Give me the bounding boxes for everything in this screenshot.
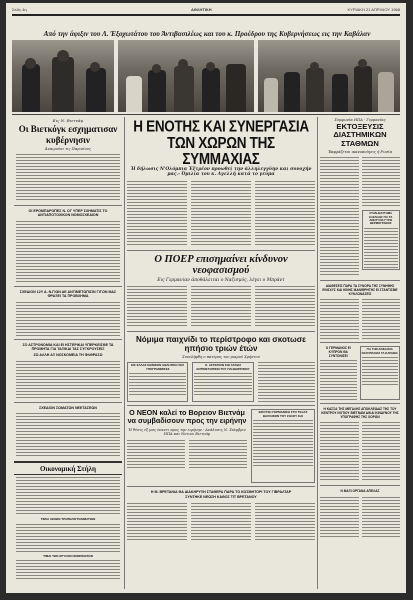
page-number: Σελίς 4η bbox=[12, 7, 27, 12]
masthead-rule bbox=[12, 14, 400, 16]
left-headline-2: ΟΙ ΕΡΟΜΠΑΡΟΠΕΣ Ν. ΟΓ ΥΠΕΡ ΣΧΗΜΑΤΙΣ ΤΟ ΑΝΤΙΑΠΟΤΟΧΙΚΟΝ ΝΟΜΟΣΧΕΔΙΟΝ bbox=[28, 209, 108, 218]
left-headline-3: ΣΧΕΔΙΟΝ 12Υ Α. Ν.ΓΙΩΝ ΑΕ ΑΝΤΙΜΕΤΩΠΙΣΙΝ ΓΙΓΩΝ ΜΑΣ ΦΡΑΞΕΙ ΤΑ ΠΡΟΒΛΗΜΑ bbox=[19, 289, 117, 299]
photo-arrival-3 bbox=[258, 40, 400, 112]
center-box-3: ΕΙΣΟΥΣΗ ΓΕΡΜΑΝΙΚΗ ΣΤΟ ΤΕΞΑΣ ΒΑΣΙΛΙΚΟΝ ΤΟΥ ΖΗΛΟΥ ΚΑΙ bbox=[258, 410, 308, 418]
left-column bbox=[14, 117, 122, 591]
issue-date: ΚΥΡΙΑΚΗ 21 ΑΠΡΙΛΙΟΥ 1968 bbox=[347, 7, 400, 12]
photo-arrival-2 bbox=[118, 40, 254, 112]
center-column bbox=[127, 117, 315, 591]
left-headline-4: ΣΟ ΑΣΤΡΟΝΟΜΙΑ ΚΑΙ ΕΙ ΗΣΤΕΡΙΚΑΙ ΥΠΕΡΚΕΙΣΘΕ ΤΑ ΠΡΟΜΗΤΑ ΓΙΑ ΤΑΞΙΚΑΙ ΤΑΣ ΣΥΓΚΡΟΥΣΕΙΣ bbox=[22, 342, 114, 352]
newspaper-page bbox=[6, 3, 406, 593]
right-headline-1: ΕΚΤΟΞΕΥΣΙΣ ΔΙΑΣΤΗΜΙΚΩΝ ΣΤΑΘΜΩΝ bbox=[333, 122, 387, 148]
right-headline-2: ΔΙΑΘΕΣΕΙΣ ΠΑΡΑ ΤΑ ΣΥΝΟΡΑ ΤΗΣ ΣΥΝΗΘΗΣ ΕΝΙΣΧΥΣ ΚΑΙ ΚΙΝΗΣ ΜΑΝΙΦΡΗΤΗΣ ΕΙ ΣΤΑΝΤΙΣΜΕ ΚΥΚΛΩΝΑΣΕΙΣ bbox=[322, 284, 398, 297]
right-box-1: ΣΤΗΝ ΔΙΑΣΤΗΜΑ ΕΞΕΛΙΞΗΣ ΓΙΑ ΤΑ ΑΝΗΣΥΧΙΑ ΓΥΡΩ ΘΕΡΜΟΓΡΑΦΟΣ bbox=[369, 211, 393, 226]
left-subhead-1: Άναιρούσι τις Παρισίους bbox=[45, 147, 91, 151]
right-headline-5: Ν ΜΑΞΙ ΟΡΓΑΝΑ ΑΠΕΛΑΣ bbox=[340, 489, 380, 494]
main-headline: Η ΕΝΟΤΗΣ ΚΑΙ ΣΥΝΕΡΓΑΣΙΑ ΤΩΝ ΧΩΡΩΝ ΤΗΣ ΣΥΜΜΑΧΙΑΣ bbox=[133, 117, 309, 168]
gibraltar-headline: Η Μ. ΒΡΕΤΑΝΙΑ ΘΑ ΔΙΑΚΗΡΥΞΗ ΣΤΑΘΕΡΑ ΠΑΡΑ ΤΟ ΚΟΣΜΗΤΟΡΙ ΤΟΥ ΓΙΒΡΑΛΤΑΡ bbox=[150, 490, 292, 495]
left-topic: Εις Ν. Βιετνάμ bbox=[52, 118, 84, 123]
right-subhead-1: Έκφράζεται ικανοποίησις ή Ρωσία bbox=[327, 150, 393, 155]
right-topic: Συμφωνία ΗΠΑ - Γερμανίας bbox=[334, 118, 386, 122]
left-headline-6: ΣΧΕΔΙΟΝ ΣΩΜΑΤΩΝ ΝΕΕΤΑΣΕΩΝ bbox=[39, 405, 97, 410]
vietnam-kicker: Ή θέσις εξ μας έναντι προς την ειρήνην.- Ανάλυσις Ν. Σιάμβριο ΗΠΑ και Νοτιου Βιετνάμ bbox=[128, 427, 246, 437]
revolver-kicker: Συνελήφθη ο πατέρας του μικρού Χρήστου bbox=[182, 355, 260, 360]
left-headline-1: Οι Βιετκόγκ εσχηματισαν κυβέρνησιν bbox=[18, 124, 118, 145]
right-headline-3: Ο ΓΕΡΜΑΝΟΣ ΕΙ ΚΥΠΡΟΝ ΘΑ ΣΥΝΤΟΝΙΣΕΙ bbox=[325, 346, 351, 359]
photo-arrival-1 bbox=[12, 40, 114, 112]
main-kicker: Ή δήλωσις Ν'Ολόμπια Έξτρέον προωθεί την άλληλεγγύην και συνοχήν μας.- Όμιλία του κ. Αγελλή κατά το γεύμα bbox=[130, 167, 312, 178]
right-box-2: ΓΙΑ ΤΗΝ ΑΣΦΑΛΕΙΑ ΝΑΥΣΙΠΛΟΙΑΣ ΤΑ ΚΑΡΑΒΙΑ bbox=[361, 347, 398, 355]
revolver-headline: Νόμιμα παιχνίδι το περίστροφο και σκοτωσε ηπήσιο τριών έτών bbox=[136, 335, 306, 354]
poer-kicker: Εις Γερμανίαν άποθάλειται ο Ναζισμός, λέγει ο Μπράντ bbox=[157, 277, 285, 283]
vietnam-headline: Ο ΝΕΟΝ καλεί το Βορειον Βιετνάμ να συμβαδίσουν προς την ειρήνην bbox=[127, 408, 247, 426]
gibraltar-subhead: ΣΥΝΤΗΚΕ ΝΕΩΣΗ ΚΑΘΟΣ ΤΙΤ ΒΡΕΤΑΝΟΥ bbox=[185, 495, 257, 500]
photo-banner-caption: Από την άφιξιν του Λ. Έξοχωτάτου του Άντιβασιλέως και του κ. Προέδρου της Κυβερνήσεως εις την Καβάλαν bbox=[43, 30, 371, 38]
center-box-1: ΕΙΣ ΕΛΛΑΣ ΕΘΝΙΚΟΝ ΑΘΛΗΤΙΚΟ ΣΗΣ ΥΠΟΓΡΑΜΜΙΣΕΣ bbox=[131, 363, 185, 371]
left-headline-5: ΖΩ ΑΛΛΗ ΑΞ ΝΟΣΚΟΜΕΙΑ ΤΗ ΦΛΘΡΑΣΩ bbox=[33, 353, 103, 358]
poer-headline: Ο ΠΟΕΡ επισημαίνει κίνδυνον νεοφασισμού bbox=[154, 253, 288, 276]
finance-currency-head: ΤΙΜΑΙ ΞΕΝΩΝ ΤΡΑΠΕΖΟΓΡΑΜΜΑΤΙΩΝ bbox=[40, 517, 96, 522]
finance-column-title: Οικονομική Στήλη bbox=[39, 465, 97, 474]
right-headline-4: Η ΚΑΣΣΑ ΤΗΣ ΜΕΓΑΛΗΣ ΑΠΟΚΛΕΙΔΑΣ ΤΗΣ ΤΟΥ ΚΕΝΤΡΟΥ ΝΟΤΙΟΥ ΒΙΕΤΝΑΜ ΔΙΚΑΙ ΚΙΝΔΥΝΟΥ ΤΗΣ ΥΠΟΓΡΑΦΗΣ ΤΗΣ ΧΟΡΩΝ bbox=[321, 407, 399, 420]
center-box-2: Κ. ΑΣΤΕΡΙΟΝ ΣΩΙ ΑΓΑΘΗ ΑΝΤΙΜΕΤΩΠΙΣΙΝ ΤΟΥ ΠΛΗΘΩΡΙΣΜΟΥ bbox=[196, 363, 250, 371]
paper-name: ΑΘΛΗΤΙΚΗ bbox=[191, 7, 212, 12]
right-column bbox=[320, 117, 400, 591]
finance-gold-head: ΤΙΜΑΙ ΤΩΝ ΧΡΥΣΩΝ ΝΟΜΙΣΜΑΤΩΝ bbox=[43, 553, 93, 558]
